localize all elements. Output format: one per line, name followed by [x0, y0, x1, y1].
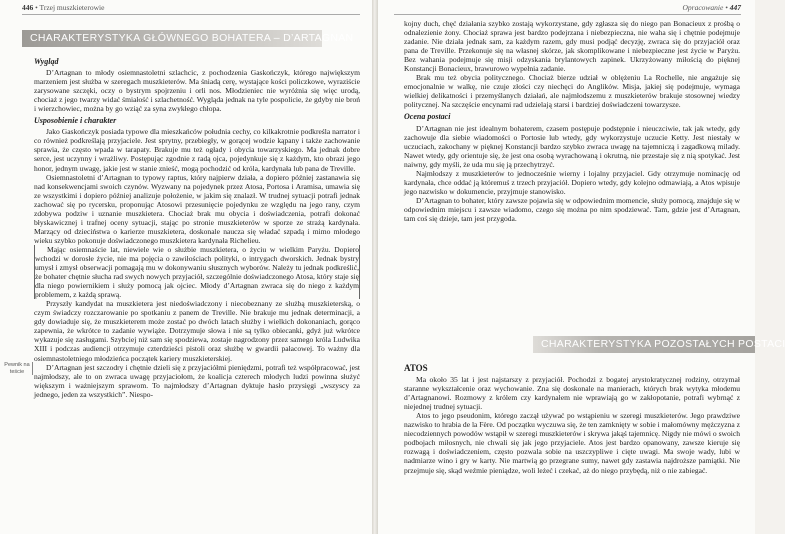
right-text-column-top — [404, 19, 740, 223]
paragraph-highlighted: Mając osiemnaście lat, niewiele wie o służbie muszkietera, o życiu w wielkim Paryżu. Dopiero wchodzi w dorosłe życie, nie ma pojęcia o zawiłościach polityki, o intrygach dworskich. Jednak bystry umysł i zmysł obserwacji pomagają mu w dokonywaniu słusznych wyborów. Należy tu jednak podkreślić, że bohater chętnie słucha rad swych nowych przyjaciół, szczególnie doświadczonego Atosa, który staje się dla niego powiernikiem i służy pomocą jak ojciec. Młody d’Artagnan zwraca się do niego z każdym problemem, z każdą sprawą. — [35, 244, 359, 300]
left-section-banner: CHARAKTERYSTYKA GŁÓWNEGO BOHATERA – D’ARTAGNAN — [22, 30, 322, 47]
heading-usposobienie: Usposobienie i charakter — [34, 116, 117, 126]
left-header-rule — [22, 14, 360, 15]
paragraph: Brak mu też obycia politycznego. Chociaż bierze udział w oblężeniu La Rochelle, nie angażuje się emocjonalnie w walkę, nie czuje złości czy niechęci do Anglików. Misja, jakiej się podejmuje, wymaga wielkiej delikatności i przemyślanych działań, ale najmłodszemu z muszkieterów brakuje stosownej wiedzy politycznej. Na szczęście encynami rad udzielają starsi i bardziej doświadczeni towarzysze. — [404, 73, 740, 110]
left-page-number: 446 — [22, 3, 34, 12]
left-running-title: Trzej muszkieterowie — [39, 3, 105, 12]
paragraph: Atos to jego pseudonim, którego zaczął używać po wstąpieniu w szeregi muszkieterów. Jego prawdziwe nazwisko to hrabia de la Fère. Od początku wyczuwa się, że ten zamknięty w sobie i małomówny mężczyzna z niecodziennych powodów wstąpił w szeregi muszkieterów i skrywa jakąś tajemnicę. Nigdy nie mówi o swoich podbojach miłosnych, nie chwali się jak jego przyjaciele. Atos jest bardzo opanowany, zawsze kieruje się rozwagą i doświadczeniem, często pozwala sobie na uszczypliwe i cięte uwagi. Ma swoje wady, lubi w nadmiarze wino i gry w karty. Nie martwią go przegrane sumy, nawet gdy zastawia najdroższe pamiątki. Nie przejmuje się, skąd weźmie pieniądze, woli leżeć i czekać, aż do niego przybędą, niż o nie zabiegać. — [404, 411, 740, 475]
right-header-rule — [394, 14, 741, 15]
paragraph: kojny duch, chęć działania szybko zostają wykorzystane, gdy zgłasza się do niego pan Bonacieux z prośbą o odnalezienie żony. Chociaż sprawa jest bardzo podejrzana i niebezpieczna, nie waha się i chętnie podejmuje zadanie. Nie działa jednak sam, za każdym razem, gdy musi podjąć decyzję, zwraca się do przyjaciół oraz pana de Treville. Przekonuje się na własnej skórze, jak skomplikowane i niebezpieczne jest życie w Paryżu. Bez wahania podejmuje się misji odzyskania brylantowych zapinek. Ukrzyżowany miłością do pięknej Konstancji Bonacieux, brawurowo wypełnia zadanie. — [404, 19, 740, 74]
paragraph: D’Artagnan jest szczodry i chętnie dzieli się z przyjaciółmi pieniędzmi, potrafi też współpracować, jest najmłodszy, ale to on zwraca uwagę przyjaciołom, że koalicja czterech młodych ludzi powinna służyć większym i ważniejszym sprawom. To najmłodszy d’Artagnan dyktuje hasło przysięgi „wszyscy za jednego, jeden za wszystkich”. Niespo- — [34, 362, 360, 399]
right-page — [378, 0, 785, 534]
heading-wyglad: Wygląd — [34, 57, 59, 66]
paragraph: D’Artagnan to młody osiemnastoletni szlachcic, z pochodzenia Gaskończyk, którego największym marzeniem jest służba w szeregach muszkieterów. Ma śniadą cerę, wystające kości policzkowe, wyraziście zarysowane szczęki, oczy o bystrym spojrzeniu i orli nos. Młodzieniec nie wyróżnia się więc urodą, chociaż z jego twarzy widać śmiałość i szlachetność. Wygląda jednak na tyle pospolicie, że gdyby nie broń i wierzchowiec, można by go wziąć za syna zwykłego chłopa. — [34, 68, 360, 114]
paragraph: Ma około 35 lat i jest najstarszy z przyjaciół. Pochodzi z bogatej arystokratycznej rodziny, otrzymał staranne wykształcenie oraz wychowanie. Zna się doskonale na manierach, których brak wytyka młodemu d’Artagnanowi. Rozmowy z królem czy kardynałem nie wprawiają go w zakłopotanie, potrafi wybrnąć z niejednej trudnej sytuacji. — [404, 375, 740, 412]
right-running-head: Opracowanie • 447 — [682, 3, 741, 12]
right-section-banner: CHARAKTERYSTYKA POZOSTAŁYCH POSTACI — [533, 336, 755, 353]
margin-note: Pewnik na teście — [4, 362, 33, 375]
right-running-title: Opracowanie — [682, 3, 724, 12]
left-running-head: 446 • Trzej muszkieterowie — [22, 3, 105, 12]
paragraph: Przyszły kandydat na muszkietera jest niedoświadczony i niecobeznany ze służbą muszkieterską, o czym świadczy rozczarowanie po spotkaniu z panem de Treville. Nie brakuje mu jednak determinacji, a gdy dowiaduje się, że muszkieterem może zostać po dwóch latach służby i wielkich dokonaniach, gorąco zapewnia, że wkrótce to zadanie wywiąże. Dotrzymuje słowa i nie są tylko obiecanki, gdyż już wkrótce wykazuje się zasługami. Szybciej niż sam się spodziewa, zostaje nagrodzony przez samego króla Ludwika XIII i podczas audiencji otrzymuje czterdzieści pistoli oraz służbę w gwardii pałacowej. To ważny dla osiemnastoletniego młodzieńca początek kariery muszkieterskiej. — [34, 299, 360, 363]
paragraph: D’Artagnan to bohater, który zawsze pojawia się w odpowiednim momencie, służy pomocą, znajduje się w odpowiednim miejscu i zawsze wiadomo, czego się można po nim spodziewać. Tam, gdzie jest d’Artagnan, tam coś się dzieje, tam jest przygoda. — [404, 195, 740, 223]
left-text-column — [34, 54, 360, 399]
paragraph: Jako Gaskończyk posiada typowe dla mieszkańców południa cechy, co kilkakrotnie podkreśla narrator i co również podkreślają przyjaciele. Jest sprytny, przebiegły, w gorącej wodzie kąpany i także zachowanie sprawia, że często wpada w tarapaty. Brakuje mu też ogłady i obycia towarzyskiego. Ma jednak dobre serce, jest uczynny i wrażliwy. Postępując zgodnie z radą ojca, pojedynkuje się z każdym, kto obrazi jego honor, jednym uwagę, jakie jest w stanie znieść, mogą pochodzić od króla, kardynała lub pana de Treville. — [34, 127, 360, 173]
paragraph: Najmłodszy z muszkieterów to jednocześnie wierny i lojalny przyjaciel. Gdy otrzymuje nominację od kardynała, chce oddać ją któremuś z trzech przyjaciół. Dopiero wtedy, gdy kolejno odmawiają, a Atos wpisuje jego nazwisko w dokumencie, przyjmuje stanowisko. — [404, 168, 740, 196]
paragraph: Osiemnastoletni d’Artagnan to typowy raptus, który najpierw działa, a dopiero później zastanawia się nad konsekwencjami swoich czynów. Wyzwany na pojedynek przez Atosa, Portosa i Aramisa, umawia się ze wszystkimi i dopiero później analizuje położenie, w jakim się znalazł. W trudnej sytuacji potrafi jednak zachować się po rycersku, proponując Atosowi przesunięcie pojedynku ze względu na jego rany, czym zdobywa podziw i uznanie muszkietera. Chociaż brak mu obycia i doświadczenia, potrafi dokonać błyskawicznej i trafnej oceny sytuacji, stając po stronie muszkieterów w sporze ze strażą kardynała. Marzący od dzieciństwa o karierze muszkietera, doskonale naucza się władać szpadą i mimo młodego wieku szybko pokonuje doświadczonego muszkietera kardynała Richelieu. — [34, 172, 360, 245]
right-page-number: 447 — [729, 3, 741, 12]
heading-atos: ATOS — [404, 363, 428, 373]
heading-ocena: Ocena postaci — [404, 112, 451, 122]
paragraph: D’Artagnan nie jest idealnym bohaterem, czasem postępuje podstępnie i nieuczciwie, tak jak wtedy, gdy zachowuje dla siebie wiadomości o Portosie lub wtedy, gdy wykorzystuje uczucie Ketty. Jest niestały w uczuciach, zakochany w pięknej Konstancji bardzo szybko zwraca uwagę na tajemniczą i zagadkową milady. Nawet wtedy, gdy orientuje się, że jest ona osobą wyrachowaną i okrutną, nie przestaje się z nią spotykać. Jest naiwny, gdy myśli, że uda mu się ją przechytrzyć. — [404, 123, 740, 169]
right-text-column-bottom — [404, 364, 740, 475]
left-page — [0, 0, 372, 534]
